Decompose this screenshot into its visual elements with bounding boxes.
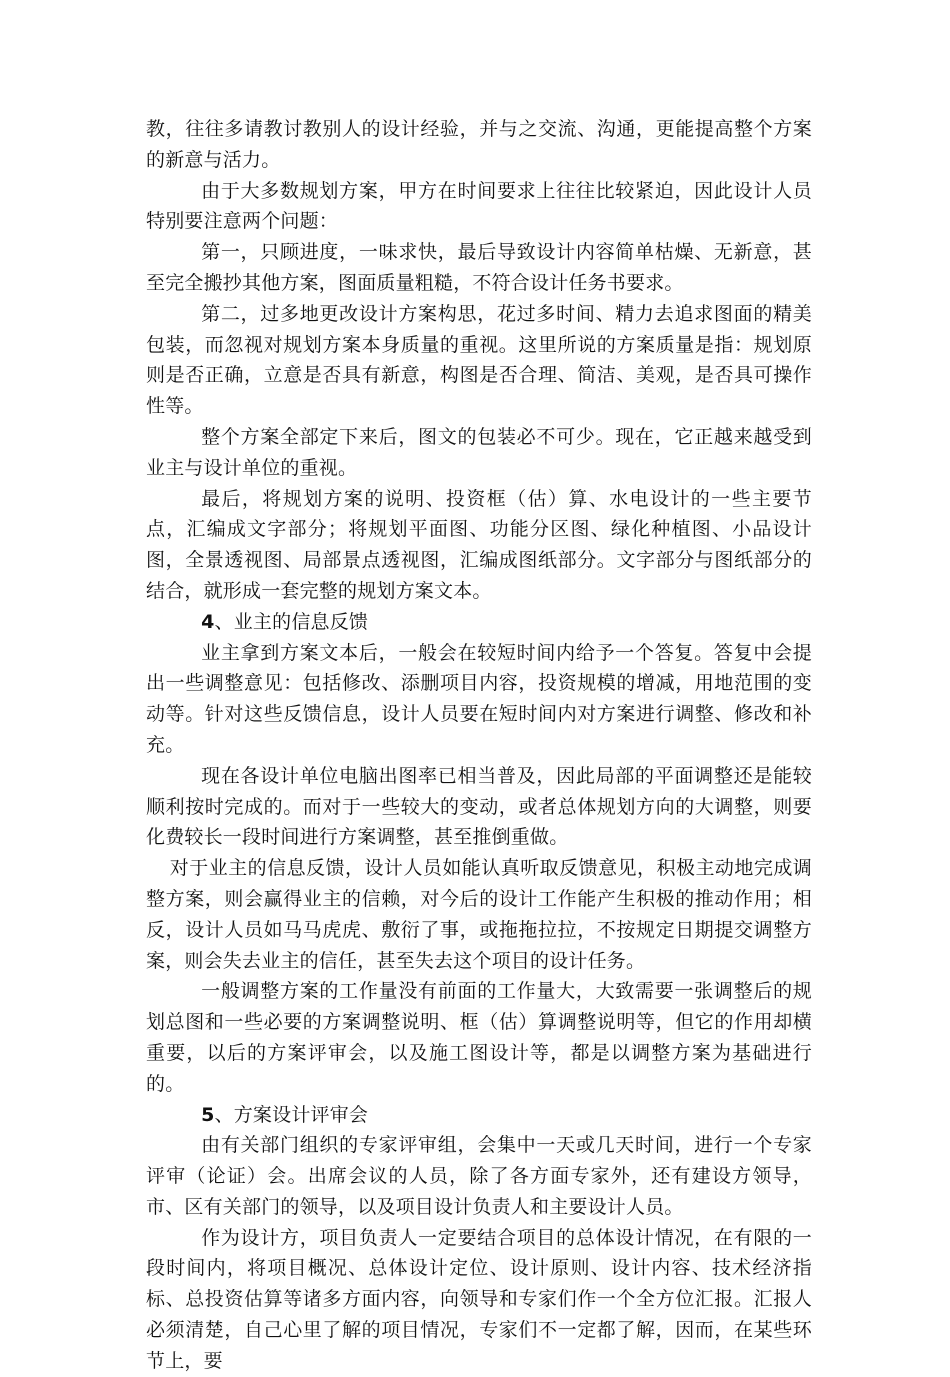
- section-number-4: 4: [201, 610, 215, 633]
- paragraph-6: 最后，将规划方案的说明、投资框（估）算、水电设计的一些主要节点，汇编成文字部分；将规划平面图、功能分区图、绿化种植图、小品设计图，全景透视图、局部景点透视图，汇编成图纸部分。文字部分与图纸部分的结合，就形成一套完整的规划方案文本。: [146, 487, 812, 602]
- document-page: [146, 114, 812, 1377]
- paragraph-2: 由于大多数规划方案，甲方在时间要求上往往比较紧迫，因此设计人员特别要注意两个问题：: [146, 179, 812, 233]
- section-number-5: 5: [201, 1103, 215, 1126]
- paragraph-4: 第二，过多地更改设计方案构思，花过多时间、精力去追求图面的精美包装，而忽视对规划方案本身质量的重视。这里所说的方案质量是指：规划原则是否正确，立意是否具有新意，构图是否合理、简洁、美观，是否具可操作性等。: [146, 302, 812, 418]
- paragraph-10: 一般调整方案的工作量没有前面的工作量大，大致需要一张调整后的规划总图和一些必要的方案调整说明、框（估）算调整说明等，但它的作用却横重要，以后的方案评审会，以及施工图设计等，都是以调整方案为基础进行的。: [146, 980, 812, 1095]
- section-heading-4: [146, 607, 812, 638]
- paragraph-1: 教，往往多请教讨教别人的设计经验，并与之交流、沟通，更能提高整个方案的新意与活力。: [146, 118, 812, 171]
- section-title-4: 、业主的信息反馈: [214, 610, 369, 633]
- section-heading-5: [146, 1100, 812, 1131]
- paragraph-5: 整个方案全部定下来后，图文的包装必不可少。现在，它正越来越受到业主与设计单位的重视。: [146, 425, 812, 479]
- section-title-5: 、方案设计评审会: [214, 1103, 369, 1126]
- paragraph-8: 现在各设计单位电脑出图率已相当普及，因此局部的平面调整还是能较顺利按时完成的。而对于一些较大的变动，或者总体规划方向的大调整，则要化费较长一段时间进行方案调整，甚至推倒重做。: [146, 764, 812, 849]
- paragraph-7: 业主拿到方案文本后，一般会在较短时间内给予一个答复。答复中会提出一些调整意见：包括修改、添删项目内容，投资规模的增减，用地范围的变动等。针对这些反馈信息，设计人员要在短时间内对方案进行调整、修改和补充。: [146, 641, 812, 756]
- paragraph-11: 由有关部门组织的专家评审组，会集中一天或几天时间，进行一个专家评审（论证）会。出席会议的人员，除了各方面专家外，还有建设方领导，市、区有关部门的领导，以及项目设计负责人和主要设计人员。: [146, 1134, 812, 1218]
- paragraph-9: 对于业主的信息反馈，设计人员如能认真听取反馈意见，积极主动地完成调整方案，则会赢得业主的信赖，对今后的设计工作能产生积极的推动作用；相反，设计人员如马马虎虎、敷衍了事，或拖拖拉拉，不按规定日期提交调整方案，则会失去业主的信任，甚至失去这个项目的设计任务。: [146, 857, 812, 972]
- paragraph-3: 第一，只顾进度，一味求快，最后导致设计内容简单枯燥、无新意，甚至完全搬抄其他方案，图面质量粗糙，不符合设计任务书要求。: [146, 241, 812, 294]
- paragraph-12: 作为设计方，项目负责人一定要结合项目的总体设计情况，在有限的一段时间内，将项目概况、总体设计定位、设计原则、设计内容、技术经济指标、总投资估算等诸多方面内容，向领导和专家们作一个全方位汇报。汇报人必须清楚，自己心里了解的项目情况，专家们不一定都了解，因而，在某些环节上，要: [146, 1226, 812, 1372]
